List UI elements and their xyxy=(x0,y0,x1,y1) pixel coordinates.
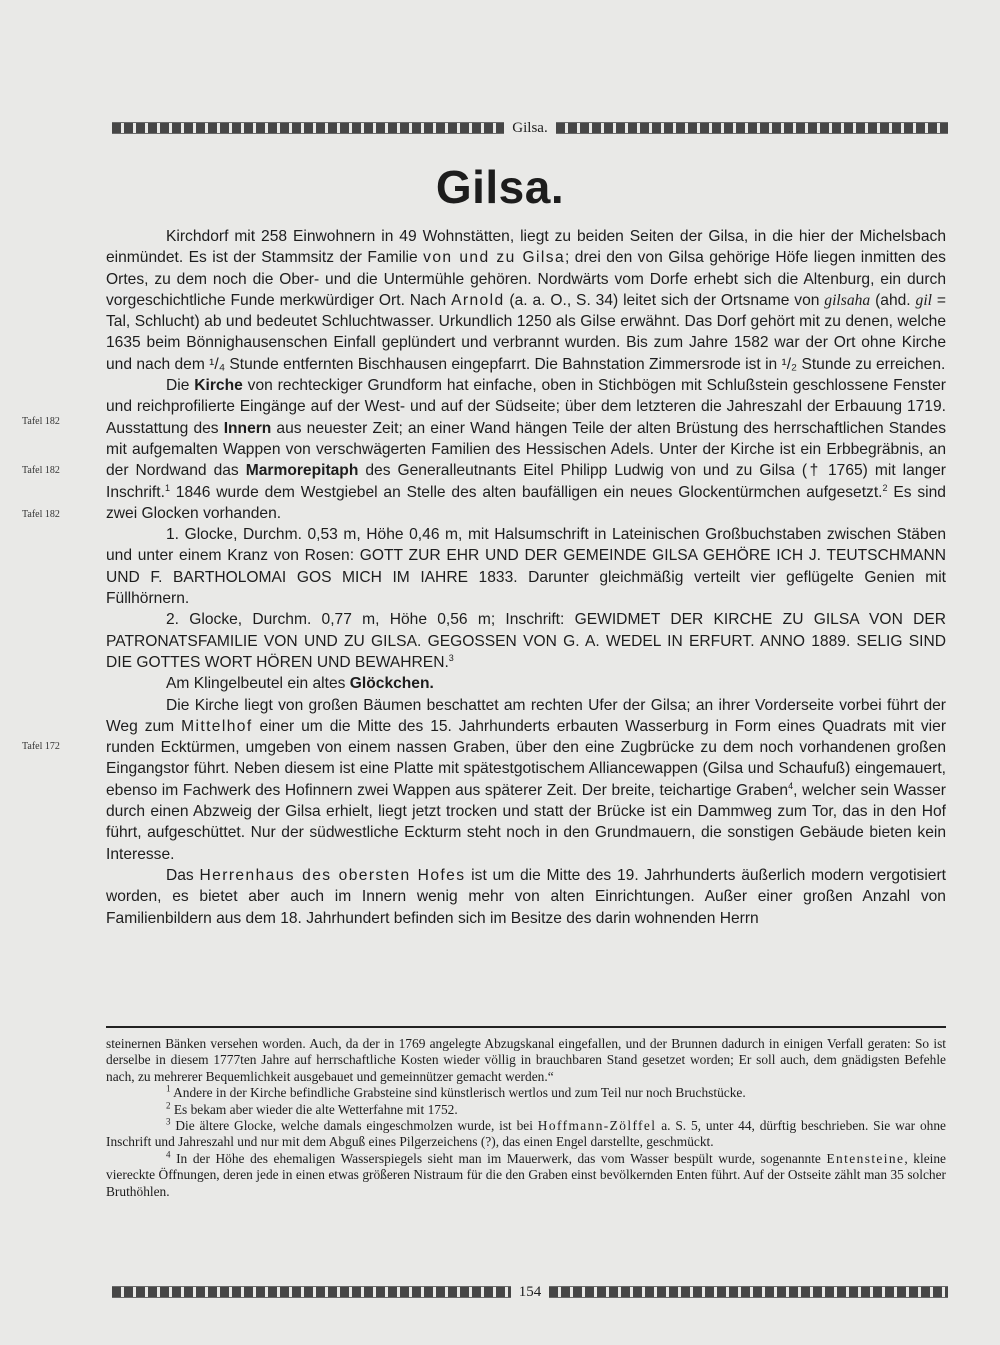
footnote-2: $^2$ Es bekam aber wieder die alte Wetterfahne mit 1752. xyxy=(166,1100,458,1117)
running-head: Gilsa. xyxy=(512,119,548,136)
footnote-continuation: steinernen Bänken versehen worden. Auch, da der in 1769 angelegte Abzugskanal eingefallen, und der Brunnen dadurch in einigen Verfall geraten: So ist derselbe in diesem 1777ten Jahre auf herrschaftliche Kosten wieder völlig in brauchbaren Stand gesetzet worden; Er soll auch, dem gnädigsten Befehle nach, zu mehrerer Bequemlichkeit ausgebauet und gemeinnützer gemacht werden.“ xyxy=(106,1036,946,1084)
main-text xyxy=(106,226,946,929)
footer-ornament-row xyxy=(112,1282,948,1302)
margin-note-plate: Tafel 172 xyxy=(22,741,60,752)
footnote-ref: 3 xyxy=(448,652,454,663)
footnote-divider xyxy=(106,1026,946,1028)
ornament-border-right xyxy=(556,122,948,134)
header-ornament-row xyxy=(112,118,948,138)
footnote-ref: 4 xyxy=(788,780,794,791)
paragraph-manor-house: Das Herrenhaus des obersten Hofes ist um die Mitte des 19. Jahrhunderts äußerlich modern vergotisiert worden, es bietet aber auch im Innern wenig mehr von alten Einrichtungen. Außer einer großen Anzahl von Familienbildern aus dem 18. Jahrhundert befinden sich im Besitze des darin wohnenden Herrn xyxy=(106,866,946,927)
ornament-border-left xyxy=(112,122,504,134)
margin-note-plate: Tafel 182 xyxy=(22,509,60,520)
ornament-border-right xyxy=(549,1286,948,1298)
footnote-ref: 2 xyxy=(882,482,888,493)
footnotes xyxy=(106,1036,946,1200)
paragraph-bell-2: 2. Glocke, Durchm. 0,77 m, Höhe 0,56 m; Inschrift: GEWIDMET DER KIRCHE ZU GILSA VON DER PATRONATSFAMILIE VON UND ZU GILSA. GEGOSSEN VON G. A. WEDEL IN ERFURT. ANNO 1889. SELIG SIND DIE GOTTES WORT HÖREN UND BEWAHREN.$^3$ xyxy=(106,611,946,671)
paragraph-bell-1: 1. Glocke, Durchm. 0,53 m, Höhe 0,46 m, mit Halsumschrift in Lateinischen Großbuchstaben zwischen Stäben und unter einem Kranz von Rosen: GOTT ZUR EHR UND DER GEMEINDE GILSA GEHÖRE ICH J. TEUTSCHMANN UND F. BARTHOLOMAI GOS MICH IM IAHRE 1833. Darunter gleichmäßig verteilt vier geflügelte Genien mit Füllhörnern. xyxy=(106,526,946,608)
paragraph-small-bell: Am Klingelbeutel ein altes Glöckchen. xyxy=(166,675,434,693)
paragraph-church: Die Kirche von rechteckiger Grundform hat einfache, oben in Stichbögen mit Schlußstein geschlossene Fenster und reichprofilierte Eingänge auf der West- und auf der Südseite; über dem letzteren die Jahreszahl der Erbauung 1719. Ausstattung des Innern aus neuester Zeit; an einer Wand hängen Teile der alten Brüstung des herrschaftlichen Standes mit aufgemalten Wappen von verschwägerten Familien des Hessischen Adels. Unter der Kirche ist ein Erbbegräbnis, an der Nordwand das Marmorepitaph des Generalleutnants Eitel Philipp Ludwig von und zu Gilsa († 1765) mit langer Inschrift.$^1$ 1846 wurde dem Westgiebel an Stelle des alten baufälligen ein neues Glockentürmchen aufgesetzt.$^2$ Es sind zwei Glocken vorhanden. xyxy=(106,377,946,522)
footnote-4: $^4$ In der Höhe des ehemaligen Wasserspiegels sieht man im Mauerwerk, das vom Wasser bespült wurde, sogenannte Entensteine, kleine viereckte Öffnungen, deren jede in einen etwas größeren Nistraum für die den Graben einst bevölkernden Enten führt. Auf der Ostseite zählt man 35 solcher Bruthöhlen. xyxy=(106,1149,946,1199)
margin-note-plate: Tafel 182 xyxy=(22,465,60,476)
margin-note-plate: Tafel 182 xyxy=(22,416,60,427)
page-number: 154 xyxy=(518,1283,542,1300)
paragraph-village: Kirchdorf mit 258 Einwohnern in 49 Wohnstätten, liegt zu beiden Seiten der Gilsa, in die hier der Michelsbach einmündet. Es ist der Stammsitz der Familie von und zu Gilsa; drei den von Gilsa gehörige Höfe liegen inmitten des Ortes, zu dem noch die Ober- und die Untermühle gehören. Nordwärts vom Dorfe erhebt sich die Altenburg, ein durch vorgeschichtliche Funde merkwürdiger Ort. Nach Arnold (a. a. O., S. 34) leitet sich der Ortsname von gilsaha (ahd. gil = Tal, Schlucht) ab und bedeutet Schluchtwasser. Urkundlich 1250 als Gilse erwähnt. Das Dorf gehört mit zu denen, welche 1635 beim Bönnighausenschen Einfall geplündert und verbrannt wurden. Bis zum Jahre 1582 war der Ort ohne Kirche und nach dem ¹/₄ Stunde entfernten Bischhausen eingepfarrt. Die Bahnstation Zimmersrode ist in ¹/₂ Stunde zu erreichen. xyxy=(106,228,946,373)
footnote-1: $^1$ Andere in der Kirche befindliche Grabsteine sind künstlerisch wertlos und zum Teil nur noch Bruchstücke. xyxy=(166,1083,746,1101)
footnote-3: $^3$ Die ältere Glocke, welche damals eingeschmolzen wurde, ist bei Hoffmann-Zölffel a. S. 5, unter 44, dürftig beschrieben. Sie war ohne Inschrift und Jahreszahl und nur mit dem Abguß eines Pilgerzeichens (?), das einen Engel darstellte, geschmückt. xyxy=(106,1116,946,1150)
page-title: Gilsa. xyxy=(435,161,565,213)
footnote-ref: 1 xyxy=(164,482,170,493)
ornament-border-left xyxy=(112,1286,511,1298)
paragraph-moated-castle: Die Kirche liegt von großen Bäumen beschattet am rechten Ufer der Gilsa; an ihrer Vorderseite vorbei führt der Weg zum Mittelhof einer um die Mitte des 15. Jahrhunderts erbauten Wasserburg in Form eines Quadrats mit vier runden Ecktürmen, umgeben von einem nassen Graben, über den eine Zugbrücke zu dem noch vorhandenen großen Eingangstor führt. Neben diesem ist eine Platte mit spätestgotischem Alliancewappen (Gilsa und Schaufuß) eingemauert, ebenso im Fachwerk des Hofinnern zwei Wappen aus späterer Zeit. Der breite, teichartige Graben$^4$, welcher sein Wasser durch einen Abzweig der Gilsa erhielt, liegt jetzt trocken und statt der Brücke ist ein Dammweg zum Tor, das in den Hof führt, aufgeschüttet. Nur der südwestliche Eckturm steht noch in den Grundmauern, die sonstigen Gebäude bieten kein Interesse. xyxy=(106,696,947,863)
